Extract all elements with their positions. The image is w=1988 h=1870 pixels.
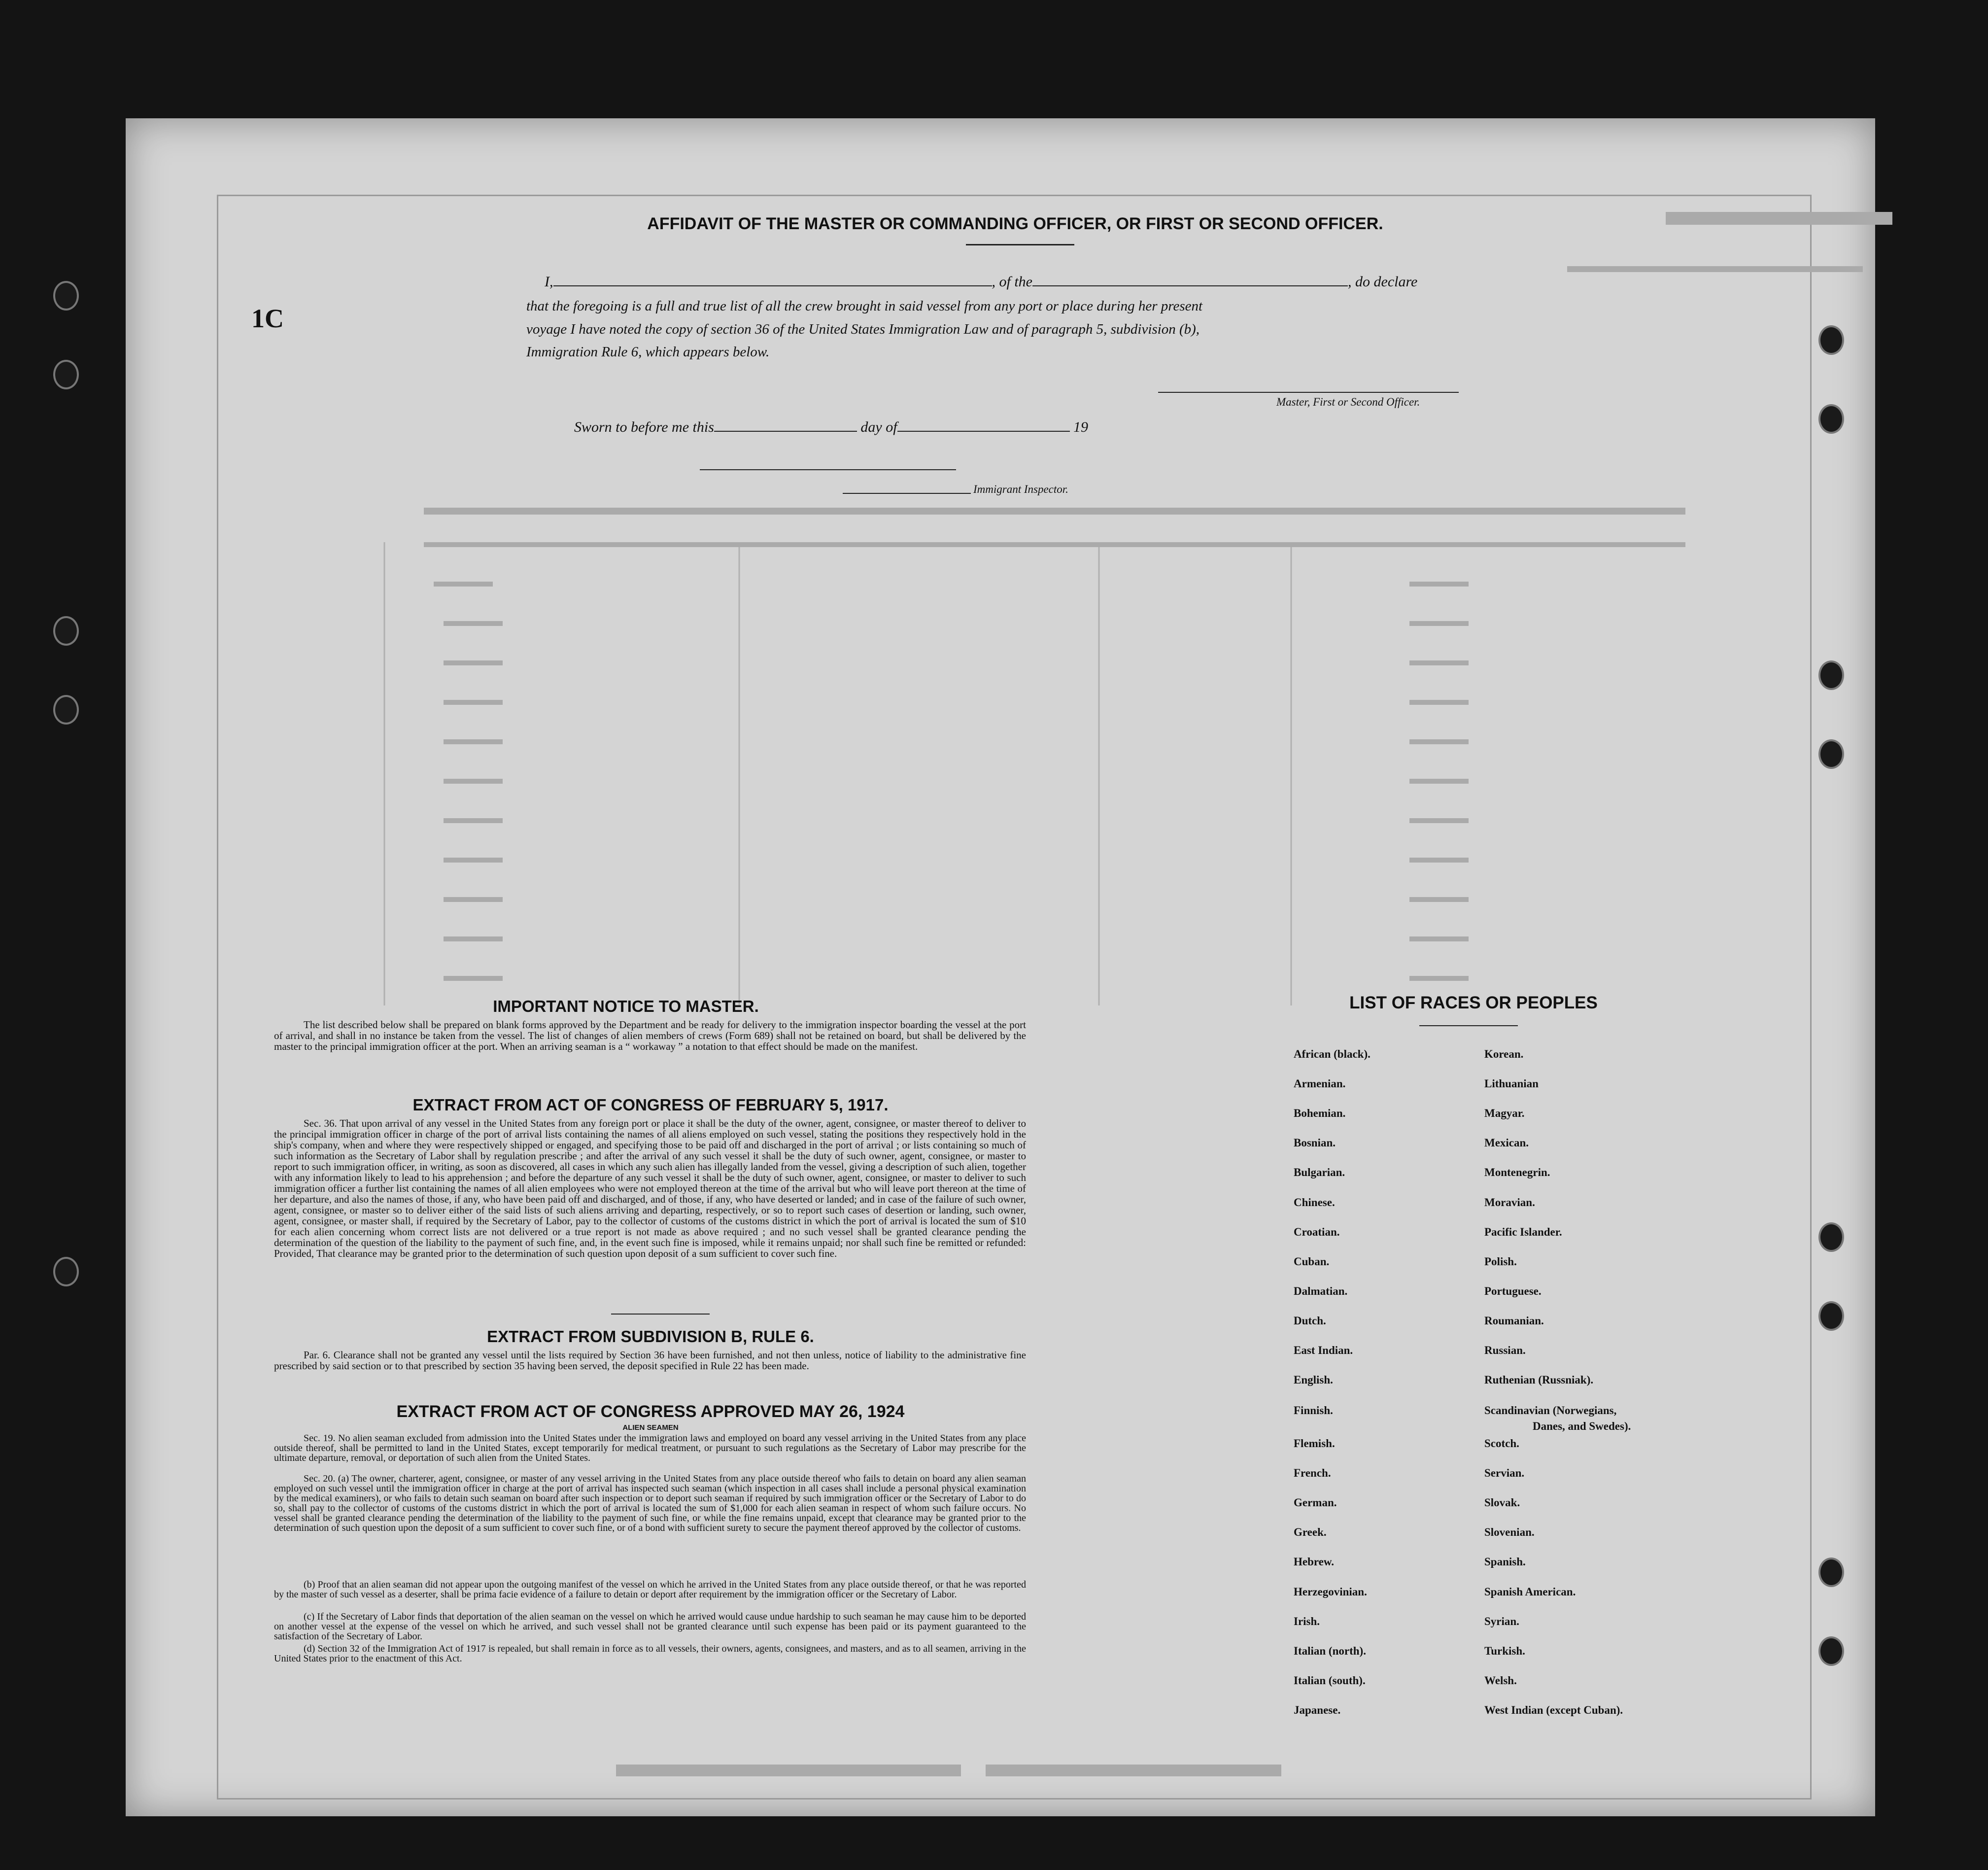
binder-hole bbox=[1818, 1301, 1844, 1331]
race-item: Ruthenian (Russniak). bbox=[1484, 1374, 1594, 1386]
binder-hole bbox=[1818, 739, 1844, 769]
affidavit-declaration-line bbox=[545, 274, 1417, 290]
binder-hole bbox=[53, 1257, 79, 1286]
race-item: Lithuanian bbox=[1484, 1077, 1539, 1090]
race-item: Croatian. bbox=[1294, 1226, 1340, 1238]
binder-hole bbox=[1818, 325, 1844, 355]
notice-body: The list described below shall be prepared on blank forms approved by the Department and be ready for delivery to the immigration inspector boarding the vessel at the port of arrival, and shall in no instance be taken from the vessel. The list of changes of alien members of crews (Form 689) shall not be retained on board, but shall be delivered by the master to the principal immigration officer at the port. When an arriving seaman is a “ workaway ” a notation to that effect should be made on the manifest. bbox=[274, 1019, 1026, 1052]
i-label: I, bbox=[545, 274, 553, 290]
race-item: Slovak. bbox=[1484, 1496, 1520, 1509]
year-prefix: 19 bbox=[1073, 419, 1089, 435]
race-item: Slovenian. bbox=[1484, 1526, 1535, 1538]
extract-1924-subtitle: ALIEN SEAMEN bbox=[622, 1423, 679, 1432]
signature-line bbox=[1158, 392, 1459, 393]
binder-hole bbox=[1818, 1558, 1844, 1587]
race-item: Moravian. bbox=[1484, 1196, 1535, 1209]
race-item: Finnish. bbox=[1294, 1404, 1333, 1417]
extract-1924-title: EXTRACT FROM ACT OF CONGRESS APPROVED MAY 26, 1924 bbox=[396, 1402, 905, 1421]
witness-line bbox=[700, 469, 956, 470]
race-item: African (black). bbox=[1294, 1048, 1371, 1060]
race-item: Servian. bbox=[1484, 1467, 1525, 1479]
signature-caption: Master, First or Second Officer. bbox=[1276, 396, 1420, 408]
of-the-label: , of the bbox=[992, 274, 1032, 290]
inspector-line bbox=[843, 493, 971, 494]
binder-hole bbox=[53, 360, 79, 389]
binder-hole bbox=[1818, 1636, 1844, 1666]
extract-1924-sec-19: Sec. 19. No alien seaman excluded from admission into the United States under the immigration laws and employed on board any vessel arriving in the United States from any place outside thereof, shall be permitted to land in the United States, except temporarily for medical treatment, or pursuant to such regulations as the Secretary of Labor may prescribe for the ultimate departure, removal, or deportation of such alien from the United States. bbox=[274, 1433, 1026, 1463]
races-title: LIST OF RACES OR PEOPLES bbox=[1349, 993, 1598, 1012]
race-item: Greek. bbox=[1294, 1526, 1327, 1538]
sworn-prefix: Sworn to before me this bbox=[574, 419, 714, 435]
race-item: Spanish. bbox=[1484, 1556, 1526, 1568]
name-blank bbox=[553, 274, 992, 286]
race-item: Herzegovinian. bbox=[1294, 1586, 1367, 1598]
race-item: Bulgarian. bbox=[1294, 1166, 1345, 1178]
race-item: Bosnian. bbox=[1294, 1137, 1336, 1149]
race-continuation: Danes, and Swedes). bbox=[1533, 1420, 1631, 1432]
affidavit-body-line-1: that the foregoing is a full and true list of all the crew brought in said vessel from any port or place during her present bbox=[526, 298, 1203, 314]
race-item: Armenian. bbox=[1294, 1077, 1346, 1090]
binder-hole bbox=[1818, 404, 1844, 434]
affidavit-body-line-3: Immigration Rule 6, which appears below. bbox=[526, 344, 770, 360]
binder-hole bbox=[53, 281, 79, 311]
affidavit-title: AFFIDAVIT OF THE MASTER OR COMMANDING OFFICER, OR FIRST OR SECOND OFFICER. bbox=[647, 214, 1383, 233]
affidavit-title-rule bbox=[966, 244, 1074, 245]
race-item: Japanese. bbox=[1294, 1704, 1341, 1716]
race-item: Polish. bbox=[1484, 1255, 1517, 1268]
race-item: Bohemian. bbox=[1294, 1107, 1346, 1119]
margin-number: 1C bbox=[251, 304, 284, 333]
extract-1924-sec-20c: (c) If the Secretary of Labor finds that deportation of the alien seaman on the vessel on which he arrived would cause undue hardship to such seaman he may cause him to be deported on another vessel at the expense of the vessel on which he arrived, and such vessel shall not be granted clearance until such expense has been paid or its payment guaranteed to the satisfaction of the Secretary of Labor. bbox=[274, 1611, 1026, 1642]
sworn-month-blank bbox=[897, 419, 1070, 432]
race-item: Mexican. bbox=[1484, 1137, 1529, 1149]
race-item: German. bbox=[1294, 1496, 1337, 1509]
race-item: Syrian. bbox=[1484, 1615, 1519, 1628]
race-item: Hebrew. bbox=[1294, 1556, 1334, 1568]
day-of-label: day of bbox=[860, 419, 897, 435]
race-item: Montenegrin. bbox=[1484, 1166, 1550, 1178]
race-item: French. bbox=[1294, 1467, 1331, 1479]
extract-1924-sec-20b: (b) Proof that an alien seaman did not appear upon the outgoing manifest of the vessel on which he arrived in the United States from any place outside thereof, or that he was reported by the master of such vessel as a deserter, shall be prima facie evidence of a failure to detain or deport after requirement by the immigration officer or the Secretary of Labor. bbox=[274, 1579, 1026, 1600]
binder-hole bbox=[53, 616, 79, 646]
vessel-blank bbox=[1032, 274, 1348, 286]
race-item: Scandinavian (Norwegians, bbox=[1484, 1404, 1617, 1417]
notice-title: IMPORTANT NOTICE TO MASTER. bbox=[493, 997, 759, 1015]
binder-hole bbox=[53, 695, 79, 725]
race-item: Turkish. bbox=[1484, 1645, 1525, 1657]
race-item: Russian. bbox=[1484, 1344, 1526, 1356]
race-item: Cuban. bbox=[1294, 1255, 1330, 1268]
do-declare-label: , do declare bbox=[1348, 274, 1418, 290]
race-item: Magyar. bbox=[1484, 1107, 1525, 1119]
race-item: Scotch. bbox=[1484, 1437, 1519, 1450]
section-divider bbox=[611, 1314, 710, 1315]
race-item: Dalmatian. bbox=[1294, 1285, 1348, 1297]
binder-hole bbox=[1818, 1222, 1844, 1252]
rule-6-body: Par. 6. Clearance shall not be granted any vessel until the lists required by Section 36 have been furnished, and not then unless, notice of liability to the administrative fine prescribed by said section or to that prescribed by section 35 having been served, the deposit specified in Rule 22 has been made. bbox=[274, 1349, 1026, 1372]
race-item: Italian (north). bbox=[1294, 1645, 1366, 1657]
race-item: English. bbox=[1294, 1374, 1333, 1386]
binder-hole bbox=[1818, 660, 1844, 690]
race-item: Portuguese. bbox=[1484, 1285, 1542, 1297]
race-item: Pacific Islander. bbox=[1484, 1226, 1562, 1238]
race-item: Irish. bbox=[1294, 1615, 1320, 1628]
race-item: Flemish. bbox=[1294, 1437, 1335, 1450]
extract-1924-sec-20a: Sec. 20. (a) The owner, charterer, agent, consignee, or master of any vessel arriving in the United States from any place outside thereof who fails to detain on board any alien seaman employed on such vessel until the immigration officer in charge at the port of arrival has inspected such seaman (which inspection in all cases shall include a personal physical examination by the medical examiners), or who fails to detain such seaman on board after such inspection or to deport such seaman if required by such immigration officer or the Secretary of Labor to do so, shall pay to the collector of customs of the customs district in which the port of arrival is located the sum of $1,000 for each alien seaman in respect of whom such failure occurs. No vessel shall be granted clearance pending the determination of the liability to the payment of such fine, or while the fine remains unpaid, except that clearance may be granted prior to the determination of such question upon the deposit of a sum sufficient to cover such fine, or of a bond with sufficient surety to secure the payment thereof approved by the collector of customs. bbox=[274, 1473, 1026, 1533]
sworn-day-blank bbox=[714, 419, 857, 432]
race-item: Roumanian. bbox=[1484, 1315, 1544, 1327]
extract-1924-sec-20d: (d) Section 32 of the Immigration Act of 1917 is repealed, but shall remain in force as to all vessels, their owners, agents, consignees, and masters, and as to all seamen, arriving in the United States prior to the enactment of this Act. bbox=[274, 1643, 1026, 1664]
race-item: West Indian (except Cuban). bbox=[1484, 1704, 1623, 1716]
race-item: Korean. bbox=[1484, 1048, 1524, 1060]
race-item: Dutch. bbox=[1294, 1315, 1326, 1327]
race-item: East Indian. bbox=[1294, 1344, 1353, 1356]
inspector-caption: Immigrant Inspector. bbox=[973, 483, 1068, 495]
extract-1917-title: EXTRACT FROM ACT OF CONGRESS OF FEBRUARY 5, 1917. bbox=[412, 1096, 889, 1114]
rule-6-title: EXTRACT FROM SUBDIVISION B, RULE 6. bbox=[487, 1327, 814, 1346]
sworn-line bbox=[574, 419, 1088, 436]
race-item: Italian (south). bbox=[1294, 1674, 1366, 1687]
race-item: Spanish American. bbox=[1484, 1586, 1576, 1598]
race-item: Welsh. bbox=[1484, 1674, 1517, 1687]
race-item: Chinese. bbox=[1294, 1196, 1335, 1209]
affidavit-body-line-2: voyage I have noted the copy of section 36 of the United States Immigration Law and of paragraph 5, subdivision (b), bbox=[526, 321, 1200, 337]
races-title-rule bbox=[1419, 1025, 1518, 1026]
extract-1917-body: Sec. 36. That upon arrival of any vessel in the United States from any foreign port or place it shall be the duty of the owner, agent, consignee, or master thereof to deliver to the principal immigration officer in charge of the port of arrival lists containing the names of all aliens employed on such vessel, stating the positions they respectively hold in the ship's company, when and where they were respectively shipped or engaged, and specifying those to be paid off and discharged in the port of arrival ; or lists containing so much of such information as the Secretary of Labor shall by regulation prescribe ; and after the arrival of any such vessel it shall be the duty of such owner, agent, consignee, or master to report to such immigration officer, in writing, as soon as discovered, all cases in which any such alien has illegally landed from the vessel, giving a description of such alien, together with any information likely to lead to his apprehension ; and before the departure of any such vessel it shall be the duty of such owner, agent, consignee, or master to deliver to such immigration officer a further list containing the names of all alien employees who were not employed thereon at the time of the arrival but who will leave port thereon at the time of her departure, and also the names of those, if any, who have been paid off and discharged, and of those, if any, who have deserted or landed; and in case of the failure of such owner, agent, consignee, or master so to deliver either of the said lists of such aliens arriving and departing, respectively, or so to report such cases of desertion or landing, such owner, agent, consignee, or master shall, if required by the Secretary of Labor, pay to the collector of customs of the customs district in which the port of arrival is located the sum of $10 for each alien concerning whom correct lists are not delivered or a true report is not made as above required ; and no such vessel shall be granted clearance pending the determination of the question of the liability to the payment of such fine, and, in the event such fine is imposed, while it remains unpaid; nor shall such fine be remitted or refunded: Provided, That clearance may be granted prior to the determination of such question upon deposit of a sum sufficient to cover such fine. bbox=[274, 1117, 1026, 1259]
